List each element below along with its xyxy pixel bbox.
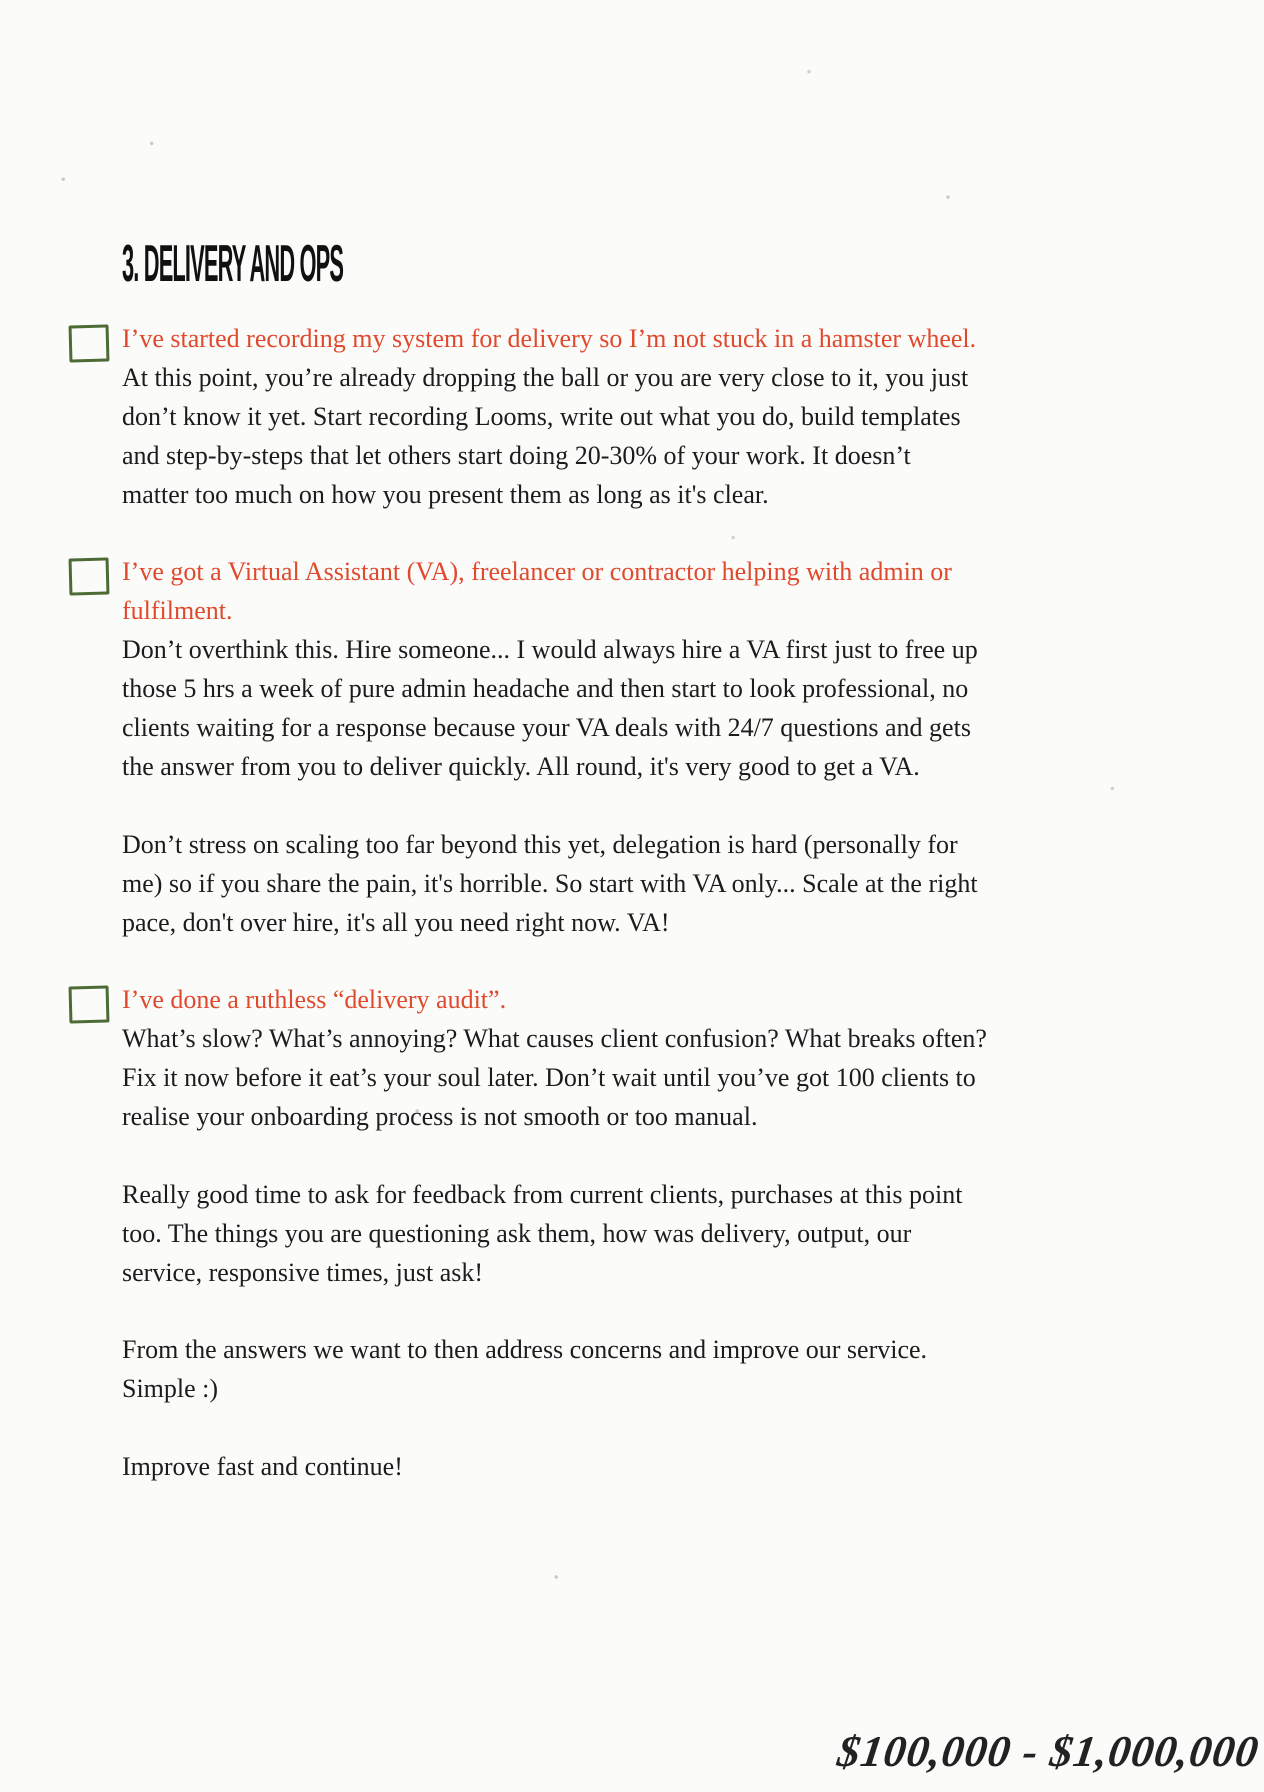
- item-paragraph: [122, 1331, 1242, 1409]
- paragraph-line: realise your onboarding process is not smooth or too manual.: [122, 1102, 758, 1132]
- item-paragraph: [122, 1020, 1242, 1137]
- item-title: I’ve got a Virtual Assistant (VA), freelancer or contractor helping with admin or: [122, 557, 952, 587]
- paragraph-line: those 5 hrs a week of pure admin headache and then start to look professional, no: [122, 674, 969, 704]
- paragraph-line: matter too much on how you present them as long as it's clear.: [122, 479, 769, 509]
- checklist-item: [122, 981, 1242, 1487]
- paragraph-line: clients waiting for a response because your VA deals with 24/7 questions and gets: [122, 713, 971, 743]
- paragraph-line: the answer from you to deliver quickly. All round, it's very good to get a VA.: [122, 751, 920, 781]
- section-heading: 3. DELIVERY AND OPS: [122, 235, 344, 293]
- item-paragraph: [122, 826, 1242, 943]
- paragraph-line: pace, don't over hire, it's all you need right now. VA!: [122, 907, 670, 937]
- item-paragraph: [122, 1448, 1242, 1487]
- item-title: I’ve started recording my system for delivery so I’m not stuck in a hamster wheel.: [122, 324, 977, 353]
- paragraph-line: Really good time to ask for feedback from current clients, purchases at this point: [122, 1179, 963, 1209]
- paragraph-line: and step-by-steps that let others start doing 20-30% of your work. It doesn’t: [122, 440, 911, 470]
- paragraph-line: Fix it now before it eat’s your soul later. Don’t wait until you’ve got 100 clients to: [122, 1063, 976, 1093]
- paragraph-line: don’t know it yet. Start recording Looms, write out what you do, build templates: [122, 401, 961, 431]
- paragraph-line: Don’t stress on scaling too far beyond this yet, delegation is hard (personally for: [122, 829, 958, 859]
- paragraph-line: service, responsive times, just ask!: [122, 1257, 484, 1287]
- checkbox-icon[interactable]: [69, 324, 110, 362]
- item-paragraph: [122, 359, 1242, 515]
- item-title: fulfilment.: [122, 596, 233, 626]
- paragraph-line: Simple :): [122, 1374, 219, 1404]
- paragraph-line: me) so if you share the pain, it's horrible. So start with VA only... Scale at the right: [122, 868, 978, 898]
- paragraph-line: too. The things you are questioning ask them, how was delivery, output, our: [122, 1218, 912, 1248]
- item-title: I’ve done a ruthless “delivery audit”.: [122, 985, 507, 1015]
- item-paragraph: [122, 631, 1242, 787]
- checkbox-icon[interactable]: [69, 986, 110, 1024]
- checklist-item: [122, 320, 1242, 515]
- checklist: [122, 320, 1242, 1526]
- paragraph-line: Don’t overthink this. Hire someone... I would always hire a VA first just to free up: [122, 635, 978, 665]
- paragraph-line: From the answers we want to then address concerns and improve our service.: [122, 1335, 928, 1365]
- paragraph-line: At this point, you’re already dropping the ball or you are very close to it, you just: [122, 362, 969, 392]
- paragraph-line: Improve fast and continue!: [122, 1452, 403, 1482]
- checklist-item: [122, 553, 1242, 942]
- paragraph-line: What’s slow? What’s annoying? What causes client confusion? What breaks often?: [122, 1024, 987, 1054]
- item-paragraph: [122, 1176, 1242, 1293]
- checkbox-icon[interactable]: [69, 558, 110, 596]
- revenue-range-footer: $100,000 - $1,000,000: [834, 1727, 1263, 1776]
